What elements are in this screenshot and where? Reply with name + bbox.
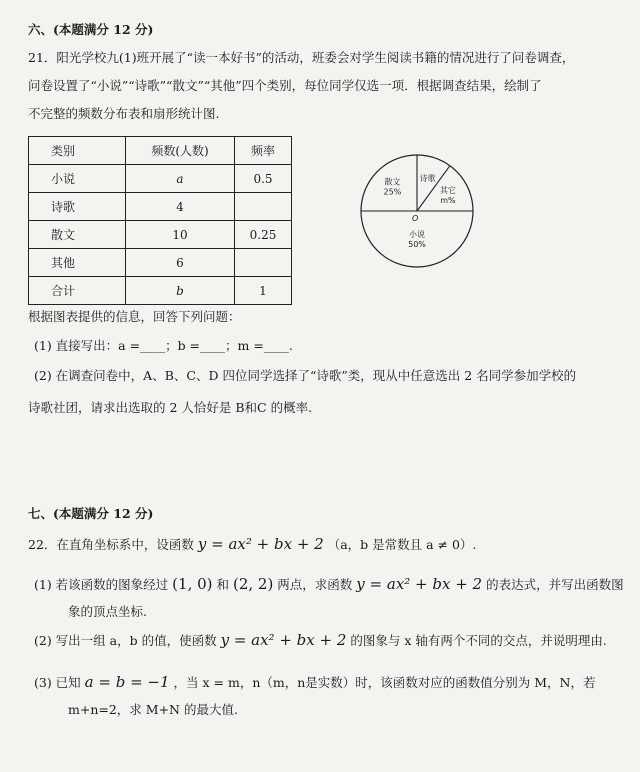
table-cell	[235, 193, 292, 221]
q22-part2	[34, 632, 607, 649]
table-cell: 0.25	[235, 221, 292, 249]
q22-intro	[28, 536, 476, 553]
q22-part3-mid: ，当 x = m，n（m，n是实数）时，该函数对应的函数值分别为 M，N，若	[173, 675, 596, 690]
q21-part2-line2: 诗歌社团，请求出选取的 2 人恰好是 B和C 的概率.	[28, 400, 313, 415]
table-cell	[235, 249, 292, 277]
section7-heading: 七、(本题满分 12 分)	[28, 506, 154, 521]
q22-part3-line2: m+n=2，求 M+N 的最大值.	[68, 702, 238, 717]
frequency-table	[28, 136, 292, 305]
q22-part1-mid: 和	[216, 577, 229, 592]
pie-slice-label: 小说	[409, 230, 425, 239]
table-row	[29, 221, 292, 249]
pie-slice-value-label: 50%	[408, 240, 426, 249]
table-cell: 诗歌	[29, 193, 126, 221]
table-header-cell: 频数(人数)	[126, 137, 235, 165]
table-header-row	[29, 137, 292, 165]
q21-part1: (1) 直接写出：a =____；b =____；m =____.	[34, 338, 293, 353]
pie-slice-label: 诗歌	[419, 173, 436, 183]
q22-part1-pre: (1) 若该函数的图象经过	[34, 577, 169, 592]
q22-part2-post: 的图象与 x 轴有两个不同的交点，并说明理由.	[350, 633, 607, 648]
q22-intro-post: （a，b 是常数且 a ≠ 0）.	[327, 537, 477, 552]
table-row	[29, 165, 292, 193]
table-cell: 4	[126, 193, 235, 221]
table-header-cell: 类别	[29, 137, 126, 165]
section6-heading: 六、(本题满分 12 分)	[28, 22, 154, 37]
q22-part2-formula: y = ax² + bx + 2	[220, 631, 347, 649]
q22-part1-point2: (2, 2)	[232, 575, 274, 593]
q22-part3-pre: (3) 已知	[34, 675, 81, 690]
pie-slice-value-label: 25%	[383, 187, 402, 197]
q22-part1-point1: (1, 0)	[172, 575, 213, 593]
table-cell: 散文	[29, 221, 126, 249]
table-cell: 1	[235, 277, 292, 305]
pie-chart	[355, 145, 495, 275]
table-row	[29, 277, 292, 305]
q21-line2: 问卷设置了“小说”“诗歌”“散文”“其他”四个类别，每位同学仅选一项．根据调查结果，绘制了	[28, 78, 542, 93]
table-cell: 其他	[29, 249, 126, 277]
pie-center-label: O	[412, 214, 419, 223]
table-cell: 10	[126, 221, 235, 249]
q22-part1-post: 的表达式，并写出函数图	[486, 577, 624, 592]
q22-part1-formula: y = ax² + bx + 2	[356, 575, 483, 593]
table-cell: b	[126, 277, 235, 305]
table-row	[29, 249, 292, 277]
q22-part1-mid2: 两点，求函数	[277, 577, 353, 592]
q21-line3: 不完整的频数分布表和扇形统计图.	[28, 106, 220, 121]
table-cell: 小说	[29, 165, 126, 193]
q22-part3	[34, 674, 596, 691]
table-row	[29, 193, 292, 221]
q22-part1-line2: 象的顶点坐标.	[68, 604, 147, 619]
table-cell: a	[126, 165, 235, 193]
q21-prompt: 根据图表提供的信息，回答下列问题：	[28, 309, 241, 324]
q22-intro-pre: 22．在直角坐标系中，设函数	[28, 537, 194, 552]
table-header-cell: 频率	[235, 137, 292, 165]
q22-intro-formula: y = ax² + bx + 2	[197, 535, 324, 553]
table-cell: 合计	[29, 277, 126, 305]
q22-part2-pre: (2) 写出一组 a，b 的值，使函数	[34, 633, 217, 648]
table-cell: 6	[126, 249, 235, 277]
q21-line1: 21．阳光学校九(1)班开展了“读一本好书”的活动，班委会对学生阅读书籍的情况进行了问卷调查，	[28, 50, 575, 65]
pie-slice-label: 其它	[439, 186, 456, 196]
pie-slice-label: 散文	[384, 177, 401, 187]
q22-part1	[34, 576, 624, 593]
table-cell: 0.5	[235, 165, 292, 193]
q21-part2-line1: (2) 在调查问卷中，A、B、C、D 四位同学选择了“诗歌”类，现从中任意选出 2 名同学参加学校的	[34, 368, 577, 383]
pie-slice-value-label: m%	[440, 196, 456, 206]
q22-part3-formula: a = b = −1	[84, 673, 170, 691]
